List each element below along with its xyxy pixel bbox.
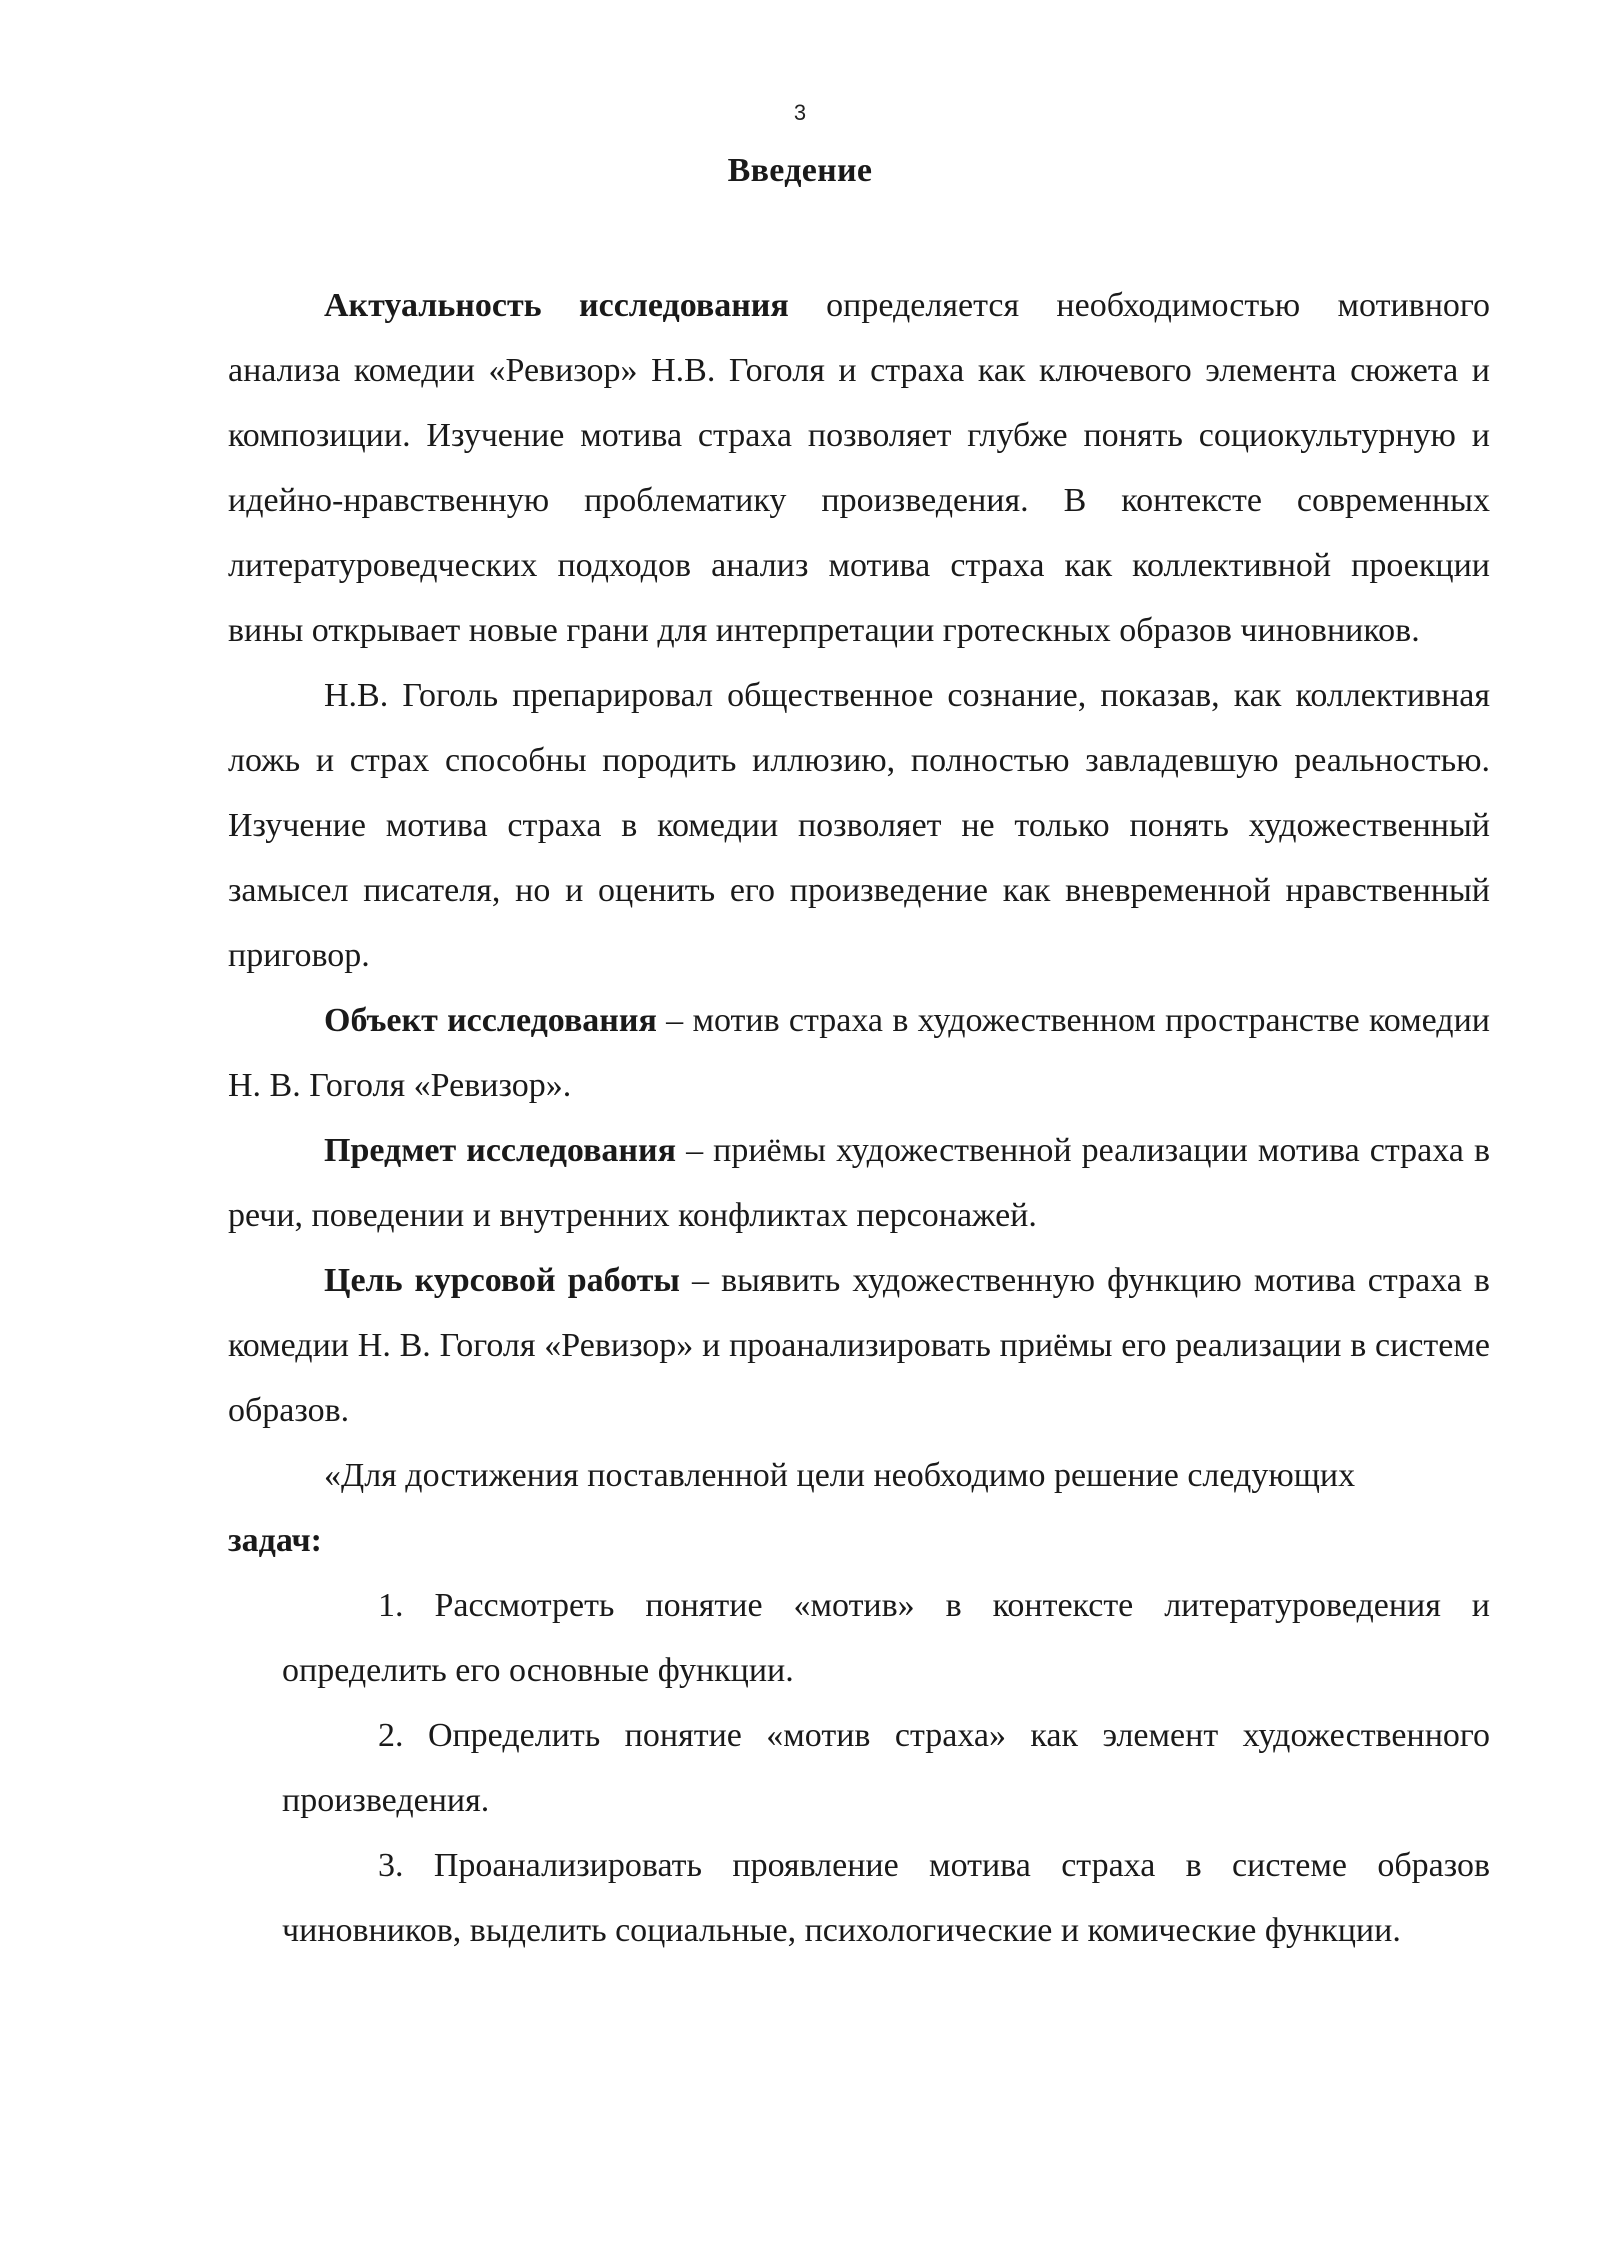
page-number: 3 bbox=[793, 100, 807, 125]
paragraph-tasks-intro bbox=[228, 1443, 1490, 1573]
paragraph-subject-lead: Предмет исследования bbox=[324, 1132, 677, 1169]
task-text: Определить понятие «мотив страха» как элемент художественного произведения. bbox=[282, 1717, 1490, 1819]
task-text: Рассмотреть понятие «мотив» в контексте литературоведения и определить его основные функции. bbox=[282, 1587, 1491, 1689]
task-number: 3. bbox=[378, 1847, 404, 1884]
paragraph-goal bbox=[228, 1248, 1490, 1443]
task-number: 2. bbox=[378, 1717, 404, 1754]
paragraph-subject-text: – приёмы художественной реализации мотива страха в речи, поведении и внутренних конфликтах персонажей. bbox=[228, 1132, 1490, 1234]
section-heading: Введение bbox=[727, 152, 873, 189]
task-number: 1. bbox=[378, 1587, 404, 1624]
paragraph-tasks-intro-text: «Для достижения поставленной цели необходимо решение следующих bbox=[324, 1457, 1356, 1494]
paragraph-relevance-lead: Актуальность исследования bbox=[324, 287, 789, 324]
task-text: Проанализировать проявление мотива страха в системе образов чиновников, выделить социальные, психологические и комические функции. bbox=[282, 1847, 1490, 1949]
paragraph-relevance bbox=[228, 273, 1490, 663]
paragraph-object-lead: Объект исследования bbox=[324, 1002, 657, 1039]
task-item bbox=[228, 1703, 1490, 1833]
task-item bbox=[228, 1833, 1490, 1963]
task-item bbox=[228, 1573, 1490, 1703]
document-body bbox=[228, 273, 1490, 1963]
paragraph-subject bbox=[228, 1118, 1490, 1248]
paragraph-object-text: – мотив страха в художественном пространстве комедии Н. В. Гоголя «Ревизор». bbox=[228, 1002, 1490, 1104]
task-list bbox=[228, 1573, 1490, 1963]
paragraph-goal-lead: Цель курсовой работы bbox=[324, 1262, 680, 1299]
paragraph-object bbox=[228, 988, 1490, 1118]
paragraph-gogol-text: Н.В. Гоголь препарировал общественное сознание, показав, как коллективная ложь и страх способны породить иллюзию, полностью завладевшую реальностью. Изучение мотива страха в комедии позволяет не только понять художественный замысел писателя, но и оценить его произведение как вневременной нравственный приговор. bbox=[228, 677, 1490, 974]
paragraph-gogol bbox=[228, 663, 1490, 988]
paragraph-relevance-text: определяется необходимостью мотивного анализа комедии «Ревизор» Н.В. Гоголя и страха как ключевого элемента сюжета и композиции. Изучение мотива страха позволяет глубже понять социокультурную и идейно-нравственную проблематику произведения. В контексте современных литературоведческих подходов анализ мотива страха как коллективной проекции вины открывает новые грани для интерпретации гротескных образов чиновников. bbox=[228, 287, 1490, 649]
paragraph-tasks-intro-lead: задач: bbox=[228, 1522, 322, 1559]
paragraph-goal-text: – выявить художественную функцию мотива страха в комедии Н. В. Гоголя «Ревизор» и проанализировать приёмы его реализации в системе образов. bbox=[228, 1262, 1490, 1429]
